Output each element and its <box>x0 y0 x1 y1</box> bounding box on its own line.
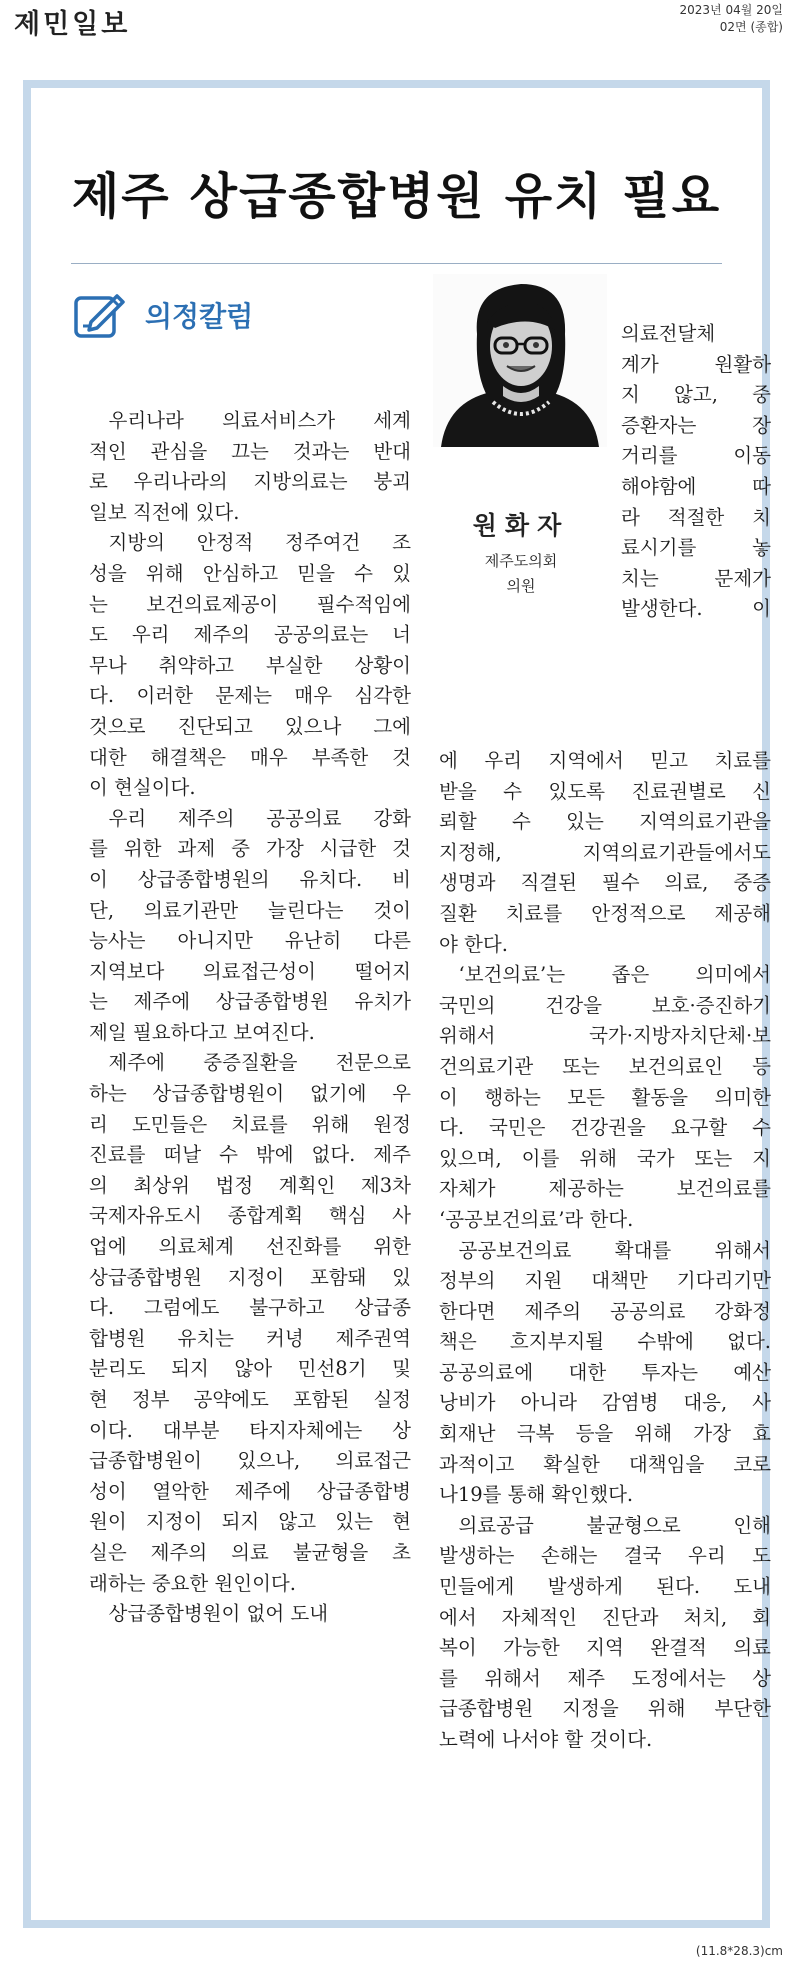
text-line: 료시기를 놓 <box>621 536 771 560</box>
text-line: 지역보다 의료접근성이 떨어지 <box>89 959 411 983</box>
paragraph <box>439 960 771 1235</box>
text-line: ‘보건의료’는 좁은 의미에서 <box>458 963 771 987</box>
text-line: ‘공공보건의료’라 한다. <box>439 1207 634 1231</box>
body-right-column-main <box>439 746 771 1756</box>
paragraph <box>89 804 411 1049</box>
text-line: 상급종합병원 지정이 포함돼 있 <box>89 1265 411 1289</box>
text-line: 급종합병원 지정을 위해 부단한 <box>439 1697 771 1721</box>
text-line: 는 제주에 상급종합병원 유치가 <box>89 990 411 1014</box>
text-line: 의 최상위 법정 계획인 제3차 <box>89 1173 411 1197</box>
text-line: 합병원 유치는 커녕 제주권역 <box>89 1326 411 1350</box>
paragraph <box>439 1236 771 1511</box>
text-line: 공공의료에 대한 투자는 예산 <box>439 1360 771 1384</box>
text-line: 급종합병원이 있으나, 의료접근 <box>89 1449 411 1473</box>
text-line: 받을 수 있도록 진료권별로 신 <box>439 779 771 803</box>
paragraph <box>439 746 771 960</box>
text-line: 원이 지정이 되지 않고 있는 현 <box>89 1510 411 1534</box>
text-line: 업에 의료체계 선진화를 위한 <box>89 1235 411 1259</box>
text-line: 정부의 지원 대책만 기다리기만 <box>439 1269 771 1293</box>
text-line: 국제자유도시 종합계획 핵심 사 <box>89 1204 411 1228</box>
text-line: 의료전달체 <box>621 322 716 345</box>
text-line: 를 위해서 제주 도정에서는 상 <box>439 1666 771 1690</box>
text-line: 발생한다. 이 <box>621 597 771 621</box>
text-line: 제주에 중증질환을 전문으로 <box>108 1051 411 1075</box>
text-line: 적인 관심을 끄는 것과는 반대 <box>89 439 411 463</box>
text-line: 거리를 이동 <box>621 444 771 468</box>
text-line: 하는 상급종합병원이 없기에 우 <box>89 1082 411 1106</box>
text-line: 나19를 통해 확인했다. <box>439 1483 634 1507</box>
text-line: 제일 필요하다고 보여진다. <box>89 1020 315 1044</box>
text-line: 있으며, 이를 위해 국가 또는 지 <box>439 1146 771 1170</box>
text-line: 이다. 대부분 타지자체에는 상 <box>89 1418 411 1442</box>
text-line: 리 도민들은 치료를 위해 원정 <box>89 1112 411 1136</box>
author-affiliation: 제주도의회 <box>484 552 558 570</box>
text-line: 과적이고 확실한 대책임을 코로 <box>439 1452 771 1476</box>
text-line: 이 행하는 모든 활동을 의미한 <box>439 1085 771 1109</box>
text-line: 질환 치료를 안정적으로 제공해 <box>439 901 771 925</box>
issue-date: 2023년 04월 20일 <box>679 3 783 17</box>
text-line: 야 한다. <box>439 932 508 956</box>
text-line: 의료공급 불균형으로 인해 <box>458 1513 771 1537</box>
text-line: 도 우리 제주의 공공의료는 너 <box>89 623 411 647</box>
paragraph <box>89 406 411 528</box>
text-line: 민들에게 발생하게 된다. 도내 <box>439 1575 771 1599</box>
text-line: 에서 자체적인 진단과 처치, 회 <box>439 1605 771 1629</box>
text-line: 노력에 나서야 할 것이다. <box>439 1728 653 1751</box>
text-line: 것으로 진단되고 있으나 그에 <box>89 714 411 738</box>
column-label-text: 의정칼럼 <box>145 300 254 333</box>
dateline <box>680 2 783 36</box>
text-line: 계가 원활하 <box>621 352 771 376</box>
text-line: 상급종합병원이 없어 도내 <box>108 1602 329 1626</box>
pen-on-paper-icon <box>73 288 127 342</box>
text-line: 발생하는 손해는 결국 우리 도 <box>439 1544 771 1568</box>
article-frame <box>23 80 770 1928</box>
text-line: 성이 열악한 제주에 상급종합병 <box>89 1479 411 1503</box>
headline-rule <box>71 263 722 264</box>
body-left-column <box>89 406 411 1630</box>
text-line: 다. 국민은 건강권을 요구할 수 <box>439 1116 771 1140</box>
text-line: 단, 의료기관만 늘린다는 것이 <box>89 898 411 922</box>
paragraph <box>89 1599 411 1630</box>
text-line: 는 보건의료제공이 필수적임에 <box>89 592 411 616</box>
text-line: 지정해, 지역의료기관들에서도 <box>439 840 771 864</box>
text-line: 한다면 제주의 공공의료 강화정 <box>439 1299 771 1323</box>
text-line: 자체가 제공하는 보건의료를 <box>439 1177 771 1201</box>
text-line: 치는 문제가 <box>621 566 771 590</box>
text-line: 무나 취약하고 부실한 상황이 <box>89 653 411 677</box>
headline: 제주 상급종합병원 유치 필요 <box>71 168 722 225</box>
text-line: 를 위한 과제 중 가장 시급한 것 <box>89 837 411 861</box>
text-line: 성을 위해 안심하고 믿을 수 있 <box>89 561 411 585</box>
column-label <box>73 283 253 347</box>
text-line: 복이 가능한 지역 완결적 의료 <box>439 1636 771 1660</box>
text-line: 지방의 안정적 정주여건 조 <box>108 531 411 555</box>
author-position: 의원 <box>506 577 536 595</box>
text-line: 위해서 국가·지방자치단체·보 <box>439 1024 771 1048</box>
text-line: 국민의 건강을 보호·증진하기 <box>439 993 771 1017</box>
text-line: 실은 제주의 의료 불균형을 초 <box>89 1540 411 1564</box>
text-line: 우리나라 의료서비스가 세계 <box>108 409 411 432</box>
page-number: 02면 (종합) <box>719 20 783 34</box>
text-line: 현 정부 공약에도 포함된 실정 <box>89 1388 411 1411</box>
text-line: 일보 직전에 있다. <box>89 500 240 524</box>
text-line: 로 우리나라의 지방의료는 붕괴 <box>89 470 411 494</box>
size-note: (11.8*28.3)cm <box>695 1944 783 1958</box>
text-line: 뢰할 수 있는 지역의료기관을 <box>439 810 771 834</box>
text-line: 건의료기관 또는 보건의료인 등 <box>439 1054 771 1078</box>
body-right-column-top <box>621 319 771 625</box>
text-line: 회재난 극복 등을 위해 가장 효 <box>439 1422 771 1446</box>
text-line: 다. 이러한 문제는 매우 심각한 <box>89 684 411 708</box>
text-line: 해야함에 따 <box>621 474 771 498</box>
text-line: 증환자는 장 <box>621 413 771 437</box>
text-line: 라 적절한 치 <box>621 505 771 529</box>
text-line: 능사는 아니지만 유난히 다른 <box>89 929 411 953</box>
text-line: 에 우리 지역에서 믿고 치료를 <box>439 749 771 772</box>
text-line: 낭비가 아니라 감염병 대응, 사 <box>439 1391 771 1415</box>
text-line: 진료를 떠날 수 밖에 없다. 제주 <box>89 1143 411 1167</box>
paragraph <box>89 1048 411 1599</box>
paragraph <box>439 1511 771 1756</box>
text-line: 책은 흐지부지될 수밖에 없다. <box>439 1330 771 1354</box>
text-line: 대한 해결책은 매우 부족한 것 <box>89 745 411 769</box>
text-line: 분리도 되지 않아 민선8기 및 <box>89 1357 411 1381</box>
text-line: 생명과 직결된 필수 의료, 중증 <box>439 871 771 895</box>
paragraph <box>89 528 411 803</box>
author-photo <box>433 274 607 447</box>
text-line: 우리 제주의 공공의료 강화 <box>108 806 411 830</box>
text-line: 이 현실이다. <box>89 776 196 800</box>
text-line: 래하는 중요한 원인이다. <box>89 1571 296 1595</box>
masthead: 제민일보 <box>14 9 131 40</box>
text-line: 이 상급종합병원의 유치다. 비 <box>89 867 411 891</box>
author-title <box>431 549 611 599</box>
text-line: 지 않고, 중 <box>621 383 771 407</box>
text-line: 다. 그럼에도 불구하고 상급종 <box>89 1296 411 1320</box>
author-name: 원화자 <box>472 511 570 540</box>
text-line: 공공보건의료 확대를 위해서 <box>458 1238 771 1262</box>
